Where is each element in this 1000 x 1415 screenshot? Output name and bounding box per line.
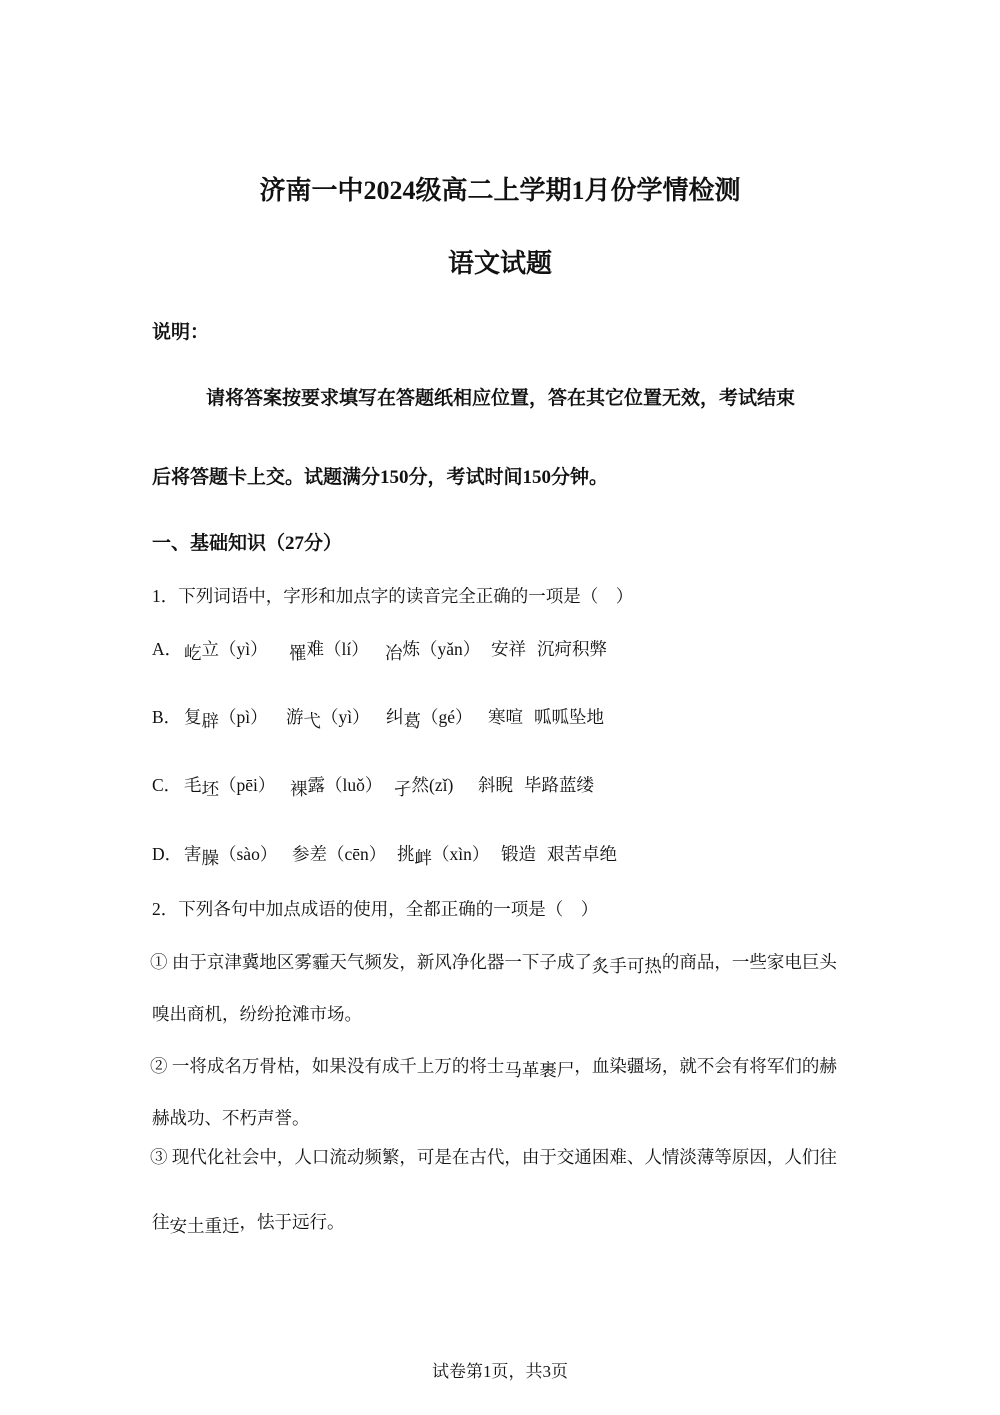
dotted-character: 臊 — [201, 848, 219, 868]
page-footer: 试卷第1页，共3页 — [432, 1362, 568, 1381]
option-word: 罹难（lí） — [289, 639, 369, 663]
option-word: 游弋（yì） — [286, 707, 370, 731]
question-2-stem: 2．下列各句中加点成语的使用，全都正确的一项是（ ） — [152, 899, 599, 919]
sentence-3-line-1: ③ 现代化社会中，人口流动频繁，可是在古代，由于交通困难、人情淡薄等原因，人们往 — [150, 1147, 837, 1167]
option-word: 沉疴积弊 — [537, 639, 607, 659]
option-word: 屹立（yì） — [184, 639, 268, 663]
exam-title: 济南一中2024级高二上学期1月份学情检测 — [259, 176, 741, 205]
option-word: 毕路蓝缕 — [524, 775, 594, 795]
dotted-character: 辟 — [201, 711, 219, 731]
option-word: 呱呱坠地 — [534, 707, 604, 727]
sentence-1-line-1: ① 由于京津冀地区雾霾天气频发，新风净化器一下子成了炙手可热的商品，一些家电巨头 — [150, 952, 837, 976]
dotted-idiom: 炙手可热 — [591, 956, 662, 976]
option-word: 锻造 — [501, 844, 536, 864]
option-word: 毛坯（pēi） — [184, 775, 276, 799]
dotted-character: 坯 — [201, 779, 219, 799]
dotted-character: 罹 — [289, 643, 307, 663]
dotted-character: 屹 — [184, 643, 202, 663]
dotted-character: 葛 — [403, 711, 421, 731]
option-word: 斜睨 — [478, 775, 513, 795]
dotted-character: 孑 — [394, 779, 412, 799]
dotted-character: 衅 — [414, 848, 432, 868]
question-1-stem: 1．下列词语中，字形和加点字的读音完全正确的一项是（ ） — [152, 586, 634, 606]
option-label: A． — [152, 639, 183, 659]
sentence-3-line-2: 往安土重迁，怯于远行。 — [152, 1212, 345, 1236]
instructions-label: 说明： — [152, 322, 210, 343]
dotted-character: 裸 — [290, 779, 308, 799]
option-word: 复辟（pì） — [184, 707, 268, 731]
option-word: 冶炼（yǎn） — [385, 639, 481, 663]
option-word: 纠葛（gé） — [386, 707, 473, 731]
option-word: 挑衅（xìn） — [397, 844, 490, 868]
sentence-2-line-2: 赫战功、不朽声誉。 — [152, 1108, 310, 1128]
question-1-option-a — [152, 636, 607, 661]
question-1-option-d — [152, 841, 617, 866]
dotted-character: 冶 — [385, 643, 403, 663]
option-word: 参差（cēn） — [292, 844, 387, 864]
question-1-option-c — [152, 772, 594, 797]
option-word: 害臊（sào） — [184, 844, 278, 868]
option-label: C． — [152, 775, 182, 795]
option-word: 艰苦卓绝 — [547, 844, 617, 864]
dotted-character: 弋 — [303, 711, 321, 731]
dotted-idiom: 安土重迁 — [169, 1216, 240, 1236]
option-word: 安祥 — [491, 639, 526, 659]
section-heading: 一、基础知识（27分） — [152, 533, 343, 554]
sentence-1-line-2: 嗅出商机，纷纷抢滩市场。 — [152, 1004, 362, 1024]
option-word: 裸露（luǒ） — [290, 775, 383, 799]
sentence-2-line-1: ② 一将成名万骨枯，如果没有成千上万的将士马革裹尸，血染疆场，就不会有将军们的赫 — [150, 1056, 837, 1080]
option-label: B． — [152, 707, 182, 727]
instructions-line-2: 后将答题卡上交。试题满分150分，考试时间150分钟。 — [152, 467, 609, 488]
question-1-option-b — [152, 704, 604, 729]
option-word: 孑然(zǐ) — [394, 775, 454, 799]
dotted-idiom: 马革裹尸 — [504, 1060, 575, 1080]
instructions-line-1: 请将答案按要求填写在答题纸相应位置，答在其它位置无效，考试结束 — [206, 388, 796, 409]
option-word: 寒喧 — [488, 707, 523, 727]
exam-subtitle: 语文试题 — [447, 249, 552, 278]
option-label: D． — [152, 844, 183, 864]
